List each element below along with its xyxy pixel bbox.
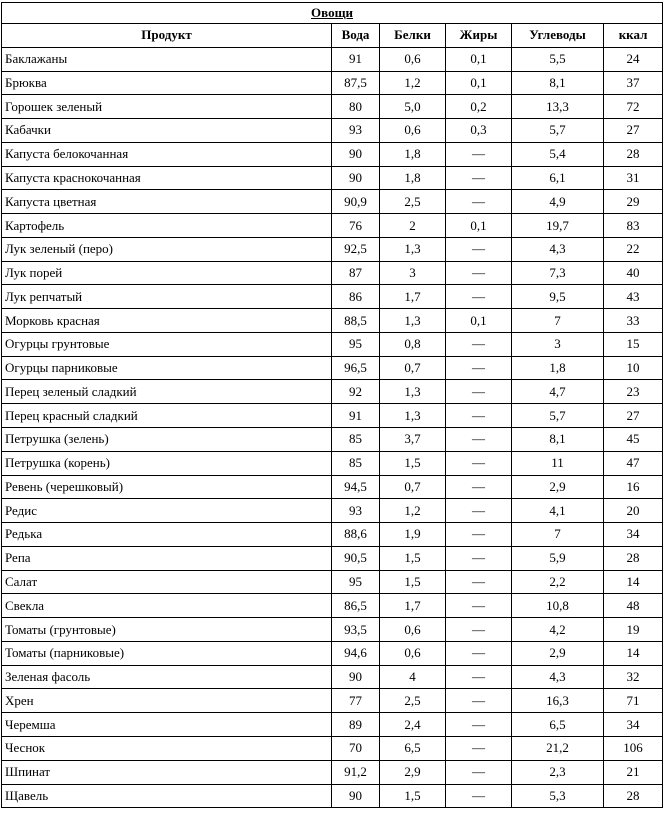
cell-kcal: 16 <box>604 475 663 499</box>
cell-kcal: 106 <box>604 736 663 760</box>
cell-kcal: 31 <box>604 166 663 190</box>
cell-water: 90,5 <box>332 546 380 570</box>
cell-protein: 3,7 <box>380 428 446 452</box>
cell-product: Томаты (парниковые) <box>2 641 332 665</box>
cell-protein: 1,7 <box>380 594 446 618</box>
cell-fat: — <box>446 523 512 547</box>
cell-product: Редис <box>2 499 332 523</box>
table-row <box>2 546 663 570</box>
cell-water: 80 <box>332 95 380 119</box>
cell-product: Картофель <box>2 214 332 238</box>
cell-kcal: 21 <box>604 760 663 784</box>
cell-carbs: 6,1 <box>512 166 604 190</box>
cell-carbs: 4,3 <box>512 665 604 689</box>
table-row <box>2 166 663 190</box>
cell-product: Капуста белокочанная <box>2 142 332 166</box>
cell-carbs: 7,3 <box>512 261 604 285</box>
cell-fat: 0,2 <box>446 95 512 119</box>
cell-water: 88,6 <box>332 523 380 547</box>
cell-water: 94,6 <box>332 641 380 665</box>
cell-protein: 1,9 <box>380 523 446 547</box>
cell-product: Шпинат <box>2 760 332 784</box>
cell-protein: 1,5 <box>380 784 446 808</box>
cell-water: 91,2 <box>332 760 380 784</box>
table-row <box>2 736 663 760</box>
cell-kcal: 83 <box>604 214 663 238</box>
cell-product: Огурцы парниковые <box>2 356 332 380</box>
cell-product: Редька <box>2 523 332 547</box>
cell-water: 94,5 <box>332 475 380 499</box>
cell-carbs: 11 <box>512 451 604 475</box>
table-body <box>2 47 663 808</box>
cell-protein: 2,4 <box>380 713 446 737</box>
cell-kcal: 14 <box>604 570 663 594</box>
cell-protein: 0,6 <box>380 119 446 143</box>
table-title: Овощи <box>2 3 663 24</box>
cell-fat: — <box>446 594 512 618</box>
cell-kcal: 15 <box>604 332 663 356</box>
cell-product: Хрен <box>2 689 332 713</box>
cell-product: Перец зеленый сладкий <box>2 380 332 404</box>
cell-fat: — <box>446 451 512 475</box>
cell-water: 70 <box>332 736 380 760</box>
table-row <box>2 214 663 238</box>
cell-fat: — <box>446 332 512 356</box>
cell-fat: — <box>446 261 512 285</box>
cell-carbs: 2,9 <box>512 641 604 665</box>
cell-water: 88,5 <box>332 309 380 333</box>
cell-protein: 2,9 <box>380 760 446 784</box>
cell-kcal: 27 <box>604 119 663 143</box>
cell-product: Щавель <box>2 784 332 808</box>
cell-water: 92,5 <box>332 237 380 261</box>
cell-carbs: 4,3 <box>512 237 604 261</box>
cell-fat: — <box>446 190 512 214</box>
cell-kcal: 19 <box>604 618 663 642</box>
cell-water: 95 <box>332 570 380 594</box>
cell-water: 92 <box>332 380 380 404</box>
cell-fat: — <box>446 285 512 309</box>
cell-product: Огурцы грунтовые <box>2 332 332 356</box>
cell-fat: 0,1 <box>446 47 512 71</box>
cell-kcal: 28 <box>604 142 663 166</box>
cell-water: 90 <box>332 142 380 166</box>
cell-product: Лук зеленый (перо) <box>2 237 332 261</box>
table-row <box>2 71 663 95</box>
cell-kcal: 28 <box>604 784 663 808</box>
table-row <box>2 356 663 380</box>
cell-fat: — <box>446 356 512 380</box>
cell-product: Капуста краснокочанная <box>2 166 332 190</box>
table-row <box>2 665 663 689</box>
column-header-water: Вода <box>332 24 380 48</box>
cell-water: 93 <box>332 119 380 143</box>
cell-water: 96,5 <box>332 356 380 380</box>
cell-kcal: 22 <box>604 237 663 261</box>
table-row <box>2 119 663 143</box>
column-header-carbs: Углеводы <box>512 24 604 48</box>
cell-kcal: 71 <box>604 689 663 713</box>
cell-kcal: 34 <box>604 523 663 547</box>
cell-carbs: 6,5 <box>512 713 604 737</box>
cell-protein: 1,7 <box>380 285 446 309</box>
cell-protein: 1,2 <box>380 71 446 95</box>
cell-protein: 1,8 <box>380 142 446 166</box>
cell-kcal: 43 <box>604 285 663 309</box>
cell-fat: 0,1 <box>446 309 512 333</box>
cell-product: Салат <box>2 570 332 594</box>
cell-fat: — <box>446 404 512 428</box>
cell-fat: — <box>446 713 512 737</box>
cell-protein: 1,3 <box>380 404 446 428</box>
cell-fat: — <box>446 380 512 404</box>
cell-water: 87 <box>332 261 380 285</box>
cell-fat: 0,1 <box>446 71 512 95</box>
table-row <box>2 523 663 547</box>
cell-protein: 4 <box>380 665 446 689</box>
cell-protein: 0,6 <box>380 618 446 642</box>
cell-protein: 2,5 <box>380 190 446 214</box>
cell-fat: — <box>446 689 512 713</box>
table-row <box>2 142 663 166</box>
column-header-protein: Белки <box>380 24 446 48</box>
table-title-row <box>2 3 663 24</box>
cell-kcal: 24 <box>604 47 663 71</box>
cell-carbs: 5,4 <box>512 142 604 166</box>
cell-kcal: 48 <box>604 594 663 618</box>
cell-carbs: 5,5 <box>512 47 604 71</box>
cell-protein: 2 <box>380 214 446 238</box>
cell-kcal: 14 <box>604 641 663 665</box>
cell-water: 90 <box>332 665 380 689</box>
cell-product: Томаты (грунтовые) <box>2 618 332 642</box>
cell-product: Черемша <box>2 713 332 737</box>
cell-protein: 1,3 <box>380 380 446 404</box>
cell-carbs: 7 <box>512 309 604 333</box>
table-row <box>2 332 663 356</box>
cell-product: Петрушка (корень) <box>2 451 332 475</box>
cell-product: Свекла <box>2 594 332 618</box>
table-row <box>2 594 663 618</box>
cell-carbs: 4,2 <box>512 618 604 642</box>
cell-carbs: 8,1 <box>512 71 604 95</box>
cell-water: 86 <box>332 285 380 309</box>
cell-water: 93 <box>332 499 380 523</box>
cell-kcal: 47 <box>604 451 663 475</box>
cell-protein: 0,6 <box>380 47 446 71</box>
cell-fat: — <box>446 142 512 166</box>
cell-fat: — <box>446 546 512 570</box>
cell-kcal: 23 <box>604 380 663 404</box>
cell-carbs: 5,7 <box>512 404 604 428</box>
cell-product: Репа <box>2 546 332 570</box>
cell-product: Перец красный сладкий <box>2 404 332 428</box>
cell-product: Морковь красная <box>2 309 332 333</box>
cell-carbs: 21,2 <box>512 736 604 760</box>
cell-water: 90 <box>332 784 380 808</box>
cell-fat: — <box>446 760 512 784</box>
cell-product: Горошек зеленый <box>2 95 332 119</box>
cell-product: Чеснок <box>2 736 332 760</box>
cell-carbs: 1,8 <box>512 356 604 380</box>
cell-protein: 0,7 <box>380 475 446 499</box>
table-row <box>2 380 663 404</box>
cell-fat: — <box>446 618 512 642</box>
cell-protein: 1,2 <box>380 499 446 523</box>
cell-carbs: 8,1 <box>512 428 604 452</box>
cell-product: Петрушка (зелень) <box>2 428 332 452</box>
cell-carbs: 4,9 <box>512 190 604 214</box>
cell-fat: — <box>446 570 512 594</box>
cell-protein: 1,5 <box>380 570 446 594</box>
column-header-product: Продукт <box>2 24 332 48</box>
cell-fat: — <box>446 641 512 665</box>
table-header-row <box>2 24 663 48</box>
cell-carbs: 2,9 <box>512 475 604 499</box>
cell-protein: 1,3 <box>380 237 446 261</box>
cell-carbs: 9,5 <box>512 285 604 309</box>
table-row <box>2 713 663 737</box>
cell-kcal: 20 <box>604 499 663 523</box>
cell-kcal: 33 <box>604 309 663 333</box>
cell-carbs: 19,7 <box>512 214 604 238</box>
cell-water: 95 <box>332 332 380 356</box>
cell-water: 90 <box>332 166 380 190</box>
cell-kcal: 10 <box>604 356 663 380</box>
cell-protein: 6,5 <box>380 736 446 760</box>
table-row <box>2 404 663 428</box>
table-row <box>2 237 663 261</box>
cell-water: 91 <box>332 404 380 428</box>
cell-product: Баклажаны <box>2 47 332 71</box>
cell-carbs: 3 <box>512 332 604 356</box>
cell-fat: — <box>446 428 512 452</box>
table-row <box>2 784 663 808</box>
cell-kcal: 40 <box>604 261 663 285</box>
table-row <box>2 95 663 119</box>
table-row <box>2 261 663 285</box>
cell-water: 86,5 <box>332 594 380 618</box>
cell-kcal: 37 <box>604 71 663 95</box>
cell-product: Брюква <box>2 71 332 95</box>
cell-protein: 0,7 <box>380 356 446 380</box>
cell-fat: 0,1 <box>446 214 512 238</box>
cell-carbs: 5,9 <box>512 546 604 570</box>
cell-protein: 1,5 <box>380 546 446 570</box>
cell-kcal: 45 <box>604 428 663 452</box>
table-row <box>2 428 663 452</box>
cell-fat: — <box>446 166 512 190</box>
cell-product: Лук репчатый <box>2 285 332 309</box>
cell-product: Капуста цветная <box>2 190 332 214</box>
cell-water: 85 <box>332 451 380 475</box>
table-row <box>2 760 663 784</box>
table-row <box>2 47 663 71</box>
cell-fat: 0,3 <box>446 119 512 143</box>
cell-carbs: 5,3 <box>512 784 604 808</box>
cell-fat: — <box>446 784 512 808</box>
table-row <box>2 309 663 333</box>
cell-carbs: 13,3 <box>512 95 604 119</box>
cell-carbs: 4,7 <box>512 380 604 404</box>
cell-protein: 0,8 <box>380 332 446 356</box>
cell-kcal: 34 <box>604 713 663 737</box>
column-header-fat: Жиры <box>446 24 512 48</box>
table-row <box>2 570 663 594</box>
cell-carbs: 5,7 <box>512 119 604 143</box>
cell-carbs: 4,1 <box>512 499 604 523</box>
cell-protein: 0,6 <box>380 641 446 665</box>
table-row <box>2 499 663 523</box>
cell-fat: — <box>446 237 512 261</box>
cell-carbs: 10,8 <box>512 594 604 618</box>
cell-protein: 5,0 <box>380 95 446 119</box>
cell-protein: 2,5 <box>380 689 446 713</box>
cell-carbs: 2,2 <box>512 570 604 594</box>
cell-water: 85 <box>332 428 380 452</box>
table-row <box>2 475 663 499</box>
cell-protein: 1,8 <box>380 166 446 190</box>
cell-kcal: 27 <box>604 404 663 428</box>
cell-carbs: 7 <box>512 523 604 547</box>
cell-kcal: 72 <box>604 95 663 119</box>
cell-water: 90,9 <box>332 190 380 214</box>
cell-product: Кабачки <box>2 119 332 143</box>
table-row <box>2 689 663 713</box>
table-row <box>2 190 663 214</box>
cell-product: Ревень (черешковый) <box>2 475 332 499</box>
column-header-kcal: ккал <box>604 24 663 48</box>
cell-product: Лук порей <box>2 261 332 285</box>
cell-fat: — <box>446 665 512 689</box>
table-row <box>2 618 663 642</box>
cell-kcal: 28 <box>604 546 663 570</box>
cell-fat: — <box>446 499 512 523</box>
cell-carbs: 16,3 <box>512 689 604 713</box>
cell-carbs: 2,3 <box>512 760 604 784</box>
cell-water: 93,5 <box>332 618 380 642</box>
cell-fat: — <box>446 475 512 499</box>
table-row <box>2 285 663 309</box>
cell-protein: 1,5 <box>380 451 446 475</box>
table-row <box>2 641 663 665</box>
cell-protein: 3 <box>380 261 446 285</box>
cell-water: 87,5 <box>332 71 380 95</box>
cell-kcal: 29 <box>604 190 663 214</box>
cell-product: Зеленая фасоль <box>2 665 332 689</box>
cell-water: 77 <box>332 689 380 713</box>
cell-fat: — <box>446 736 512 760</box>
table-row <box>2 451 663 475</box>
cell-water: 76 <box>332 214 380 238</box>
cell-water: 91 <box>332 47 380 71</box>
cell-water: 89 <box>332 713 380 737</box>
cell-protein: 1,3 <box>380 309 446 333</box>
cell-kcal: 32 <box>604 665 663 689</box>
vegetables-nutrition-table <box>1 2 663 808</box>
